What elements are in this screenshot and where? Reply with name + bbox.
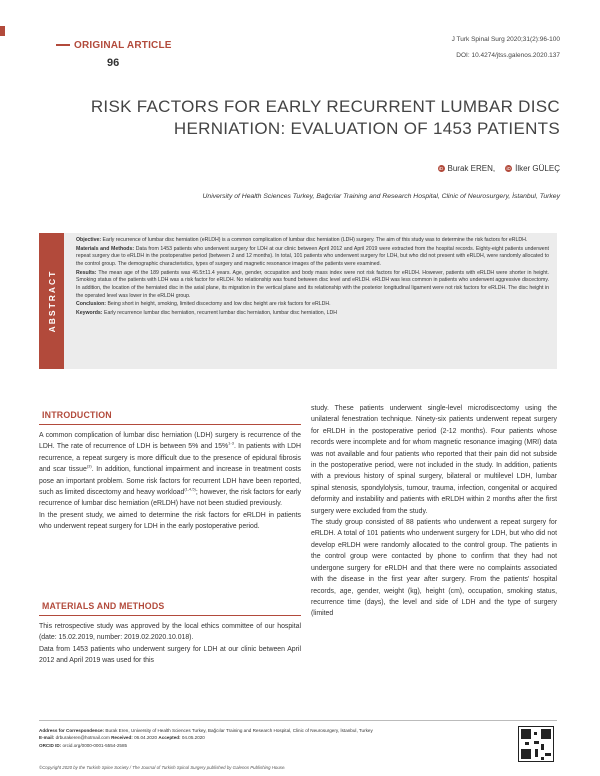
article-type-text: ORIGINAL ARTICLE (74, 40, 172, 51)
abstract-methods (76, 246, 549, 269)
intro-paragraph-2: In the present study, we aimed to determine the risk factors for eRLDH in patients who underwent repeat surgery for LDH in the early postoperative period. (39, 511, 301, 531)
side-accent-bar (0, 26, 5, 36)
right-paragraph-2: The study group consisted of 88 patients who underwent a repeat surgery for eRLDH. A total of 101 patients who underwent surgery for LDH, but who did not develop eRLDH were randomly allocated to the control group. The patients in the control group were contacted by phone to confirm that they had not undergone surgery for eRLDH and that there were no complaints associated with the disease in the first year after surgery. From the patients' hospital records, age, gender, weight (kg), height (cm), occupation, smoking status, recurrence time (days), the level and side of LDH and the type of surgery (limited (311, 519, 557, 618)
right-paragraph-1: study. These patients underwent single-level microdiscectomy using the unilateral fenestration technique. Ninety-six patients underwent repeat surgery for eRLDH in the postoperative period (2-12 months). Four patients whose records were incomplete and for whom magnetic resonance imaging (MRI) data was not available and four patients who reported that their pain did not subside in the postoperative period, were not included in the study. In addition, patients with a previous history of spinal surgery, bilateral or multilevel LDH, lumbar spinal stenosis, spondylolysis, tumour, trauma, infection, congenital or acquired deformity and instability and patients with eRLDH within 2 months after the first surgery were excluded from the study. (311, 405, 557, 515)
results-label: Results: (76, 269, 97, 276)
orcid-icon[interactable]: iD (438, 166, 444, 172)
abstract-conclusion (76, 301, 549, 309)
journal-citation: J Turk Spinal Surg 2020;31(2):96-100 (451, 36, 560, 43)
citation-ref[interactable]: (3) (86, 463, 92, 469)
methods-label: Materials and Methods: (76, 245, 135, 252)
intro-paragraph-1 (39, 430, 301, 510)
introduction-heading: INTRODUCTION (42, 410, 112, 420)
author-2 (505, 164, 560, 173)
author-2-name: İlker GÜLEÇ (515, 164, 560, 173)
abstract-tab (39, 233, 64, 369)
page-number: 96 (107, 57, 120, 69)
intro-p1-c: . In addition, functional impairment and increase in treatment costs pose an important problem. Some risk factors for recurrent LDH have been reported, such as limited discectomy and heavy workload (39, 466, 301, 497)
email-label: E-mail: (39, 735, 55, 741)
accent-dash (56, 44, 70, 46)
article-type-label (56, 40, 172, 51)
right-column-body (311, 403, 557, 620)
methods-body (39, 621, 301, 667)
orcid-icon[interactable]: iD (506, 166, 511, 172)
doi: DOI: 10.4274/jtss.galenos.2020.137 (456, 52, 560, 59)
objective-text: Early recurrence of lumbar disc herniation (eRLDH) is a common complication of lumbar disc herniation (LDH) surgery. The aim of this study was to determine the risk factors for eRLDH. (102, 237, 528, 243)
abstract-keywords (76, 310, 549, 318)
section-divider (39, 424, 301, 425)
affiliation: University of Health Sciences Turkey, Bağcılar Training and Research Hospital, Clinic of Neurosurgery, İstanbul, Turkey (202, 193, 560, 200)
correspondence-footer (39, 727, 479, 749)
address-text: Burak Eren, University of Health Sciences Turkey, Bağcılar Training and Research Hospital, Clinic of Neurosurgery, İstanbul, Turkey (105, 728, 373, 733)
author-1-name: Burak EREN, (447, 164, 496, 173)
accepted-date: 04.05.2020 (181, 735, 205, 741)
methods-paragraph-2: Data from 1453 patients who underwent surgery for LDH at our clinic between April 2012 and April 2019 was used for this (39, 645, 301, 665)
results-text: The mean age of the 189 patients was 46.5±11.4 years. Age, gender, occupation and body mass index were not risk factors for eRLDH. However, patients with eRLDH were shorter in height. Smoking status of the patients with LDH was a risk factor for eRLDH. No relationship was found between disc level and eRLDH. eRLDH was less common in patients who underwent aggressive discectomy. In addition, the location of the herniated disc in the axial plane, its migration in the vertical plane and its relationship with the posterior longitudinal ligament were not risk factors for eRLDH. The disc height in the operated level was lower in the eRLDH group. (76, 269, 550, 299)
email-link[interactable]: drburakeren@hotmail.com (55, 735, 110, 741)
methods-text: Data from 1453 patients who underwent surgery for LDH at our clinic between April 2012 and April 2019 were extracted from the hospital records. Eighty-eight patients underwent repeat surgery due to eRLDH in the postoperative period (between 2 and 12 months). In total, 101 patients who underwent surgery for LDH, but who did not present with eRLDH, were randomly allocated to the control group. The demographic characteristics, types of surgery and magnetic resonance images of the patients were examined. (76, 245, 549, 267)
introduction-body (39, 430, 301, 533)
address-label: Address for Correspondence: (39, 728, 105, 733)
intro-p1-d: ; however, the risk factors for early recurrence of lumbar disc herniation (eRLDH) have not been studied previously. (39, 489, 301, 508)
intro-p1-b: . In patients with LDH recurrence, a repeat surgery is more difficult due to the presence of epidural fibrosis and scar tissue (39, 443, 301, 474)
conclusion-label: Conclusion: (76, 301, 106, 308)
methods-heading: MATERIALS AND METHODS (42, 601, 165, 611)
abstract-results (76, 270, 549, 300)
citation-ref[interactable]: 1-3 (228, 441, 234, 447)
abstract-body (76, 237, 549, 319)
intro-p1-a: A common complication of lumbar disc herniation (LDH) surgery is recurrence of the LDH. The rate of recurrence of LDH is between 5% and 15% (39, 432, 301, 451)
abstract-objective (76, 237, 549, 245)
article-title: RISK FACTORS FOR EARLY RECURRENT LUMBAR DISC HERNIATION: EVALUATION OF 1453 PATIENTS (90, 97, 560, 138)
conclusion-text: Being short in height, smoking, limited discectomy and low disc height are risk factors for eRLDH. (107, 301, 331, 308)
objective-label: Objective: (76, 237, 102, 243)
copyright-notice: ©Copyright 2020 by the Turkish Spine Society / The Journal of Turkish Spinal Surgery published by Galenos Publishing House. (39, 765, 286, 770)
received-date: 06.04.2020 (134, 735, 158, 741)
keywords-label: Keywords: (76, 310, 103, 317)
citation-ref[interactable]: (1,4,5) (184, 486, 196, 492)
qr-code-icon (518, 726, 554, 762)
received-label: Received: (111, 735, 133, 741)
footer-orcid (39, 742, 479, 749)
accepted-label: Accepted: (158, 735, 181, 741)
footer-divider (39, 720, 557, 721)
footer-address (39, 727, 479, 734)
abstract-box (39, 233, 557, 369)
orcid-label: ORCID ID: (39, 742, 62, 748)
section-divider (39, 615, 301, 616)
methods-paragraph-1: This retrospective study was approved by the local ethics committee of our hospital (date: 15.02.2019, number: 2019.02.2020.10.018). (39, 623, 301, 642)
orcid-link[interactable]: orcid.org/0000-0001-5554-2585 (62, 742, 128, 748)
author-1 (438, 164, 496, 173)
author-list (438, 164, 560, 173)
abstract-tab-label: ABSTRACT (46, 269, 57, 333)
footer-email-dates (39, 734, 479, 741)
keywords-text: Early recurrence lumbar disc herniation, recurrent lumbar disc herniation, lumbar disc herniation, LDH (103, 310, 337, 317)
